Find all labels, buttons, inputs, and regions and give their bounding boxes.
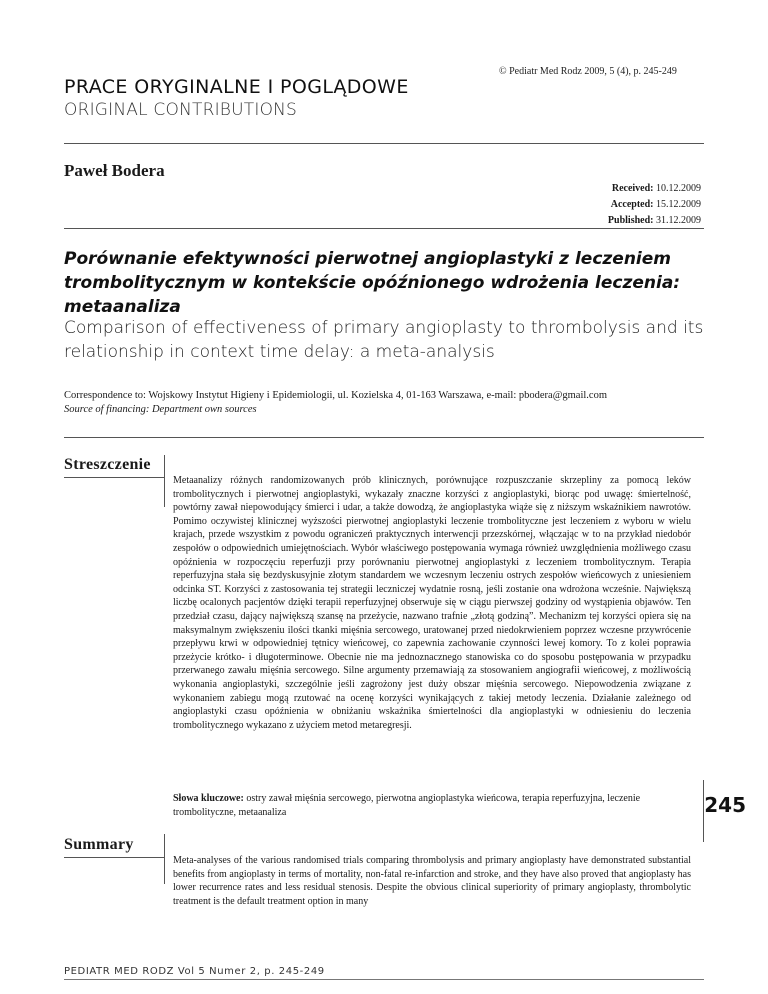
section-title-pl: PRACE ORYGINALNE I POGLĄDOWE	[64, 76, 409, 98]
summary-bracket-vertical	[164, 834, 165, 884]
streszczenie-heading-rule	[64, 477, 165, 478]
summary-heading-rule	[64, 857, 165, 858]
financing-source: Source of financing: Department own sources	[64, 404, 257, 415]
correspondence-block	[64, 389, 724, 417]
received-date: 10.12.2009	[656, 183, 701, 194]
received-label: Received:	[611, 183, 654, 194]
author-name: Paweł Bodera	[64, 161, 165, 180]
keywords-label: Słowa kluczowe:	[173, 793, 244, 804]
article-title-pl: Porównanie efektywności pierwotnej angioplastyki z leczeniem trombolitycznym w kontekście opóźnionego wdrożenia leczenia: metaanaliza	[64, 249, 681, 317]
summary-text: Meta-analyses of the various randomised trials comparing thrombolysis and primary angioplasty have demonstrated substantial benefits from angioplasty in terms of mortality, non-fatal re-infarction and stroke, and they have also proved that angioplasty has lower recurrence rates and less residual stenosis. Despite the obvious clinical superiority of primary angioplasty, thrombolytic treatment is the default treatment option in many	[173, 855, 691, 907]
abstract-divider	[64, 437, 704, 438]
title-divider	[64, 228, 704, 229]
section-title-en: ORIGINAL CONTRIBUTIONS	[64, 100, 298, 120]
streszczenie-text: Metaanalizy różnych randomizowanych prób klinicznych, porównujące rozpuszczanie skrzepliny za pomocą leków trombolitycznych i pierwotnej angioplastyki, wykazały znaczne korzyści z angioplastyki, biorąc pod uwagę: śmiertelność, powtórny zawał niepowodujący śmierci i udar, a także dowodzą, że angioplastyka wiąże się z niższym wskaźnikiem nawrotów. Pomimo oczywistej klinicznej wyższości pierwotnej angioplastyki leczenie trombolityczne jest leczeniem z wyboru w wielu krajach, przede wszystkim z powodu ograniczeń praktycznych interwencji przezskórnej, włączając w to na przykład niedobór zespołów o odpowiednich umiejętnościach. Wybór właściwego postępowania wymaga również uwzględnienia możliwego czasu opóźnienia w rozpoczęciu reperfuzji przy porównaniu pierwotnej angioplastyki z leczeniem trombolitycznym. Terapia reperfuzyjna stała się bezdyskusyjnie złotym standardem we wczesnym leczeniu ostrych zespołów wieńcowych z uniesieniem odcinka ST. Korzyści z zastosowania tej strategii leczniczej wydatnie rosną, jeśli zostanie ona wdrożona wcześnie. Największą liczbę ocalonych pacjentów dzięki terapii reperfuzyjnej obserwuje się w ciągu pierwszej godziny od wystąpienia objawów. Ten przedział czasu, dający największą szansę na przeżycie, nazwano trafnie „złotą godziną”. Mechanizm tej korzyści opiera się na maksymalnym zwiększeniu ilości tkanki mięśnia sercowego, uratowanej przed niedokrwieniem poprzez wczesne przywrócenie przepływu krwi w odpowiedniej tętnicy wieńcowej, co zapewnia zachowanie czynności lewej komory. To z kolei poprawia przeżycie krótko- i długoterminowe. Obecnie nie ma jednoznacznego stanowiska co do sposobu postępowania w przypadku przerwanego zawału mięśnia sercowego. Silne argumenty przemawiają za stosowaniem angiografii wieńcowej, z możliwością wykonania angioplastyki, szczególnie jeśli zagrożony jest duży obszar mięśnia sercowego. Niepowodzenia związane z wykonaniem zabiegu mogą rzutować na ocenę korzyści wynikających z takiej metody leczenia. Działanie zależnego od angioplastyki czasu opóźnienia w obniżaniu wskaźnika śmiertelności dla angioplastyki w odniesieniu do leczenia trombolitycznego wykazano z użyciem metod metaregresji.	[173, 475, 691, 731]
article-dates	[608, 181, 701, 229]
published-row	[608, 213, 701, 229]
received-row	[608, 181, 701, 197]
published-date: 31.12.2009	[656, 215, 701, 226]
journal-citation: © Pediatr Med Rodz 2009, 5 (4), p. 245-249	[499, 66, 677, 77]
keywords	[173, 792, 703, 819]
keywords-text: ostry zawał mięśnia sercowego, pierwotna angioplastyka wieńcowa, terapia reperfuzyjna, leczenie trombolityczne, metaanaliza	[173, 793, 641, 818]
accepted-date: 15.12.2009	[656, 199, 701, 210]
footer-rule	[64, 979, 704, 980]
accepted-label: Accepted:	[610, 199, 654, 210]
published-label: Published:	[607, 215, 654, 226]
accepted-row	[608, 197, 701, 213]
header-divider	[64, 143, 704, 144]
correspondence: Correspondence to: Wojskowy Instytut Higieny i Epidemiologii, ul. Kozielska 4, 01-163 Warszawa, e-mail: pbodera@gmail.com	[64, 390, 607, 401]
summary-heading: Summary	[64, 836, 134, 853]
streszczenie-bracket-vertical	[164, 455, 165, 507]
page-number: 245	[704, 793, 746, 817]
journal-footer: PEDIATR MED RODZ Vol 5 Numer 2, p. 245-249	[64, 966, 325, 977]
article-title-en: Comparison of effectiveness of primary angioplasty to thrombolysis and its relationship in context time delay: a meta-analysis	[64, 318, 704, 362]
streszczenie-heading: Streszczenie	[64, 456, 151, 473]
